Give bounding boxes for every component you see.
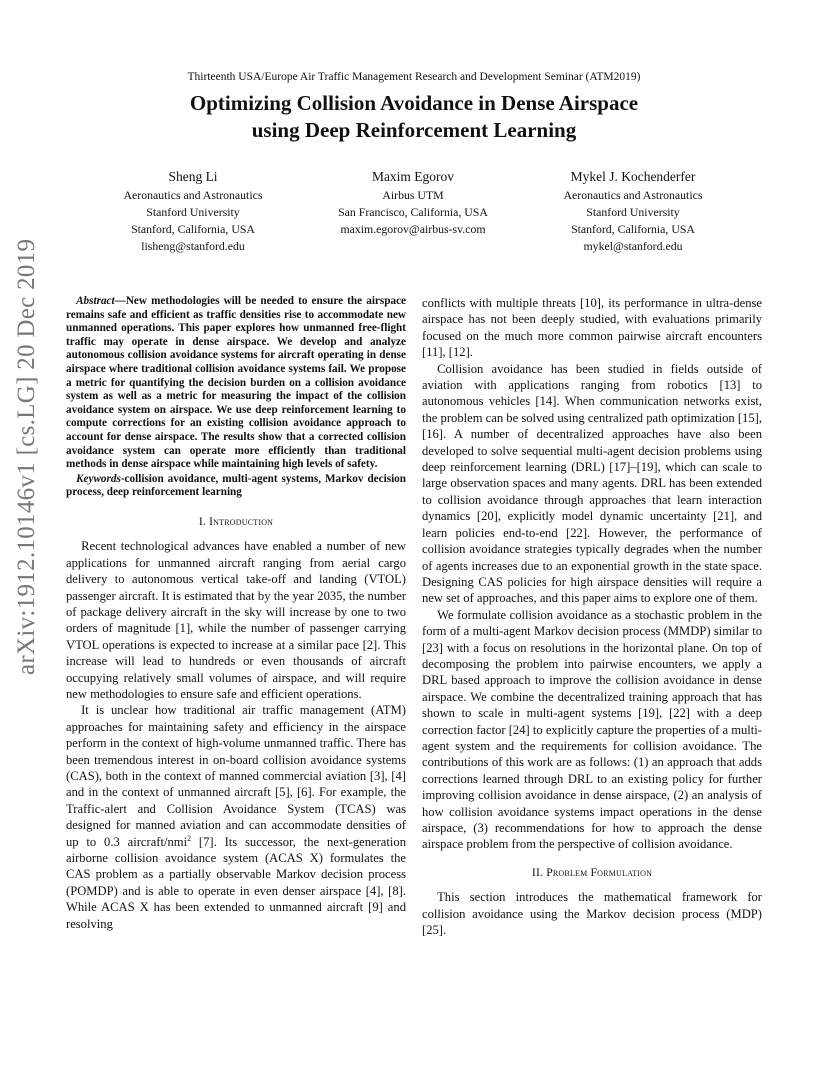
author-org: Stanford University <box>146 205 240 219</box>
section-title: Introduction <box>209 514 274 528</box>
title-line-2: using Deep Reinforcement Learning <box>251 118 577 142</box>
author-name: Maxim Egorov <box>371 169 455 184</box>
right-paragraph-2: Collision avoidance has been studied in fields outside of aviation with applications ranging from robotics [13] to autonomous vehicles [14]. When communication networks exist, the problem can be solved using centralized path optimization [15], [16]. A number of decentralized approaches have also been developed to solve sequential multi-agent decision problems using deep reinforcement learning (DRL) [17]–[19], which can scale to large observation spaces and many agents. DRL has been extended to collision avoidance through approaches that learn interaction dynamics [20], explicitly model dynamic uncertainty [21], and learn policies end-to-end [22]. However, the performance of collision avoidance strategies typically degrades when the number of agents increases due to an exponential growth in the state space. Designing CAS policies for high airspace densities will require a new set of approaches, and this paper aims to explore one of them. <box>422 361 762 606</box>
author-email: maxim.egorov@airbus-sv.com <box>340 222 486 236</box>
keywords <box>66 473 406 500</box>
arxiv-stamp: arXiv:1912.10146v1 [cs.LG] 20 Dec 2019 <box>13 238 40 675</box>
section-title: Problem Formulation <box>546 865 653 879</box>
keywords-label: Keywords <box>76 472 121 485</box>
author-name: Mykel J. Kochenderfer <box>570 169 696 184</box>
right-paragraph-3: We formulate collision avoidance as a stochastic problem in the form of a multi-agent Markov decision process (MMDP) similar to [23] with a focus on resolutions in the horizontal plane. On top of decomposing the problem into pairwise encounters, we apply a DRL based approach to improve the collision avoidance in dense airspace. We combine the decentralized training approach that has shown to scale in multi-agent systems [19], [22] with a deep correction factor [24] to explicitly capture the properties of a multi-agent system and the requirements for collision avoidance. The contributions of this work are as follows: (1) an approach that adds corrections learned through DRL to an existing policy for further improving collision avoidance in dense airspace, (2) an analysis of how collision avoidance systems impact operations in the dense airspace, (3) recommendations for how to approach the dense airspace problem from the perspective of collision avoidance. <box>422 607 762 852</box>
section-number: I. <box>198 514 210 528</box>
author-dept: Aeronautics and Astronautics <box>123 188 263 202</box>
keywords-text: -collision avoidance, multi-agent systems, Markov decision process, deep reinforcement learning <box>66 472 406 499</box>
intro-paragraph-2 <box>66 702 406 932</box>
right-paragraph-1: conflicts with multiple threats [10], its performance in ultra-dense airspace has not been deeply studied, with evaluations primarily focused on the much more common pairwise aircraft encounters [11], [12]. <box>422 296 762 360</box>
paper-title <box>0 90 828 144</box>
author-email: mykel@stanford.edu <box>583 239 683 253</box>
author-dept: Aeronautics and Astronautics <box>563 188 703 202</box>
conference-header: Thirteenth USA/Europe Air Traffic Management Research and Development Seminar (ATM2019) <box>187 71 641 83</box>
section-heading-problem-formulation <box>422 865 762 881</box>
left-column <box>66 295 406 932</box>
author-org: Airbus UTM <box>382 188 444 202</box>
author-3 <box>528 167 738 255</box>
intro-paragraph-1: Recent technological advances have enabled a number of new applications for unmanned aircraft ranging from aerial cargo delivery to autonomous vertical take-off and landing (VTOL) passenger aircraft. It is estimated that by the year 2035, the number of package delivery aircraft in the sky will increase by one to two orders of magnitude [1], while the number of passenger carrying VTOL operations is expected to increase at a similar pace [2]. This increase will lead to hundreds or even thousands of aircraft occupying relatively small volumes of airspace, and will require new methodologies to ensure safe and efficient operations. <box>66 539 406 701</box>
author-name: Sheng Li <box>168 169 218 184</box>
superscript: 2 <box>187 833 192 843</box>
abstract-label: Abstract <box>76 295 115 307</box>
abstract <box>66 295 406 472</box>
right-column <box>422 295 762 938</box>
author-location: Stanford, California, USA <box>131 222 255 236</box>
title-line-1: Optimizing Collision Avoidance in Dense Airspace <box>189 91 639 115</box>
author-email: lisheng@stanford.edu <box>141 239 245 253</box>
author-location: Stanford, California, USA <box>571 222 695 236</box>
intro-paragraph-2-text: It is unclear how traditional air traffic management (ATM) approaches for maintaining safety and efficiency in the airspace perform in the context of high-volume unmanned traffic. There has been tremendous interest in on-board collision avoidance systems (CAS), both in the context of manned commercial aviation [3], [4] and in the context of unmanned aircraft [5], [6]. For example, the Traffic-alert and Collision Avoidance System (TCAS) was designed for manned aviation and can accommodate densities of up to 0.3 aircraft/nmi <box>66 703 406 849</box>
author-org: Stanford University <box>586 205 680 219</box>
intro-paragraph-2-cont: [7]. Its successor, the next-generation airborne collision avoidance system (ACAS X) formulates the CAS problem as a partially observable Markov decision process (POMDP) and is able to operate in even denser airspace [4], [8]. While ACAS X has been extended to unmanned aircraft [9] and resolving <box>66 834 406 931</box>
author-location: San Francisco, California, USA <box>338 205 488 219</box>
section-number: II. <box>531 865 547 879</box>
author-2 <box>318 167 508 238</box>
problem-paragraph-1: This section introduces the mathematical framework for collision avoidance using the Markov decision process (MDP) [25]. <box>422 890 762 938</box>
abstract-text: —New methodologies will be needed to ensure the airspace remains safe and efficient as traffic densities rise to accommodate new unmanned operations. This paper explores how unmanned free-flight traffic may operate in dense airspace. We develop and analyze autonomous collision avoidance systems for aircraft operating in dense airspace where traditional collision avoidance systems fail. We propose a metric for quantifying the decision burden on a collision avoidance system as well as a metric for measuring the impact of the collision avoidance system on airspace. We use deep reinforcement learning to compute corrections for an existing collision avoidance approach to account for dense airspace. The results show that a corrected collision avoidance system can operate more efficiently than traditional methods in dense airspace while maintaining high levels of safety. <box>66 295 406 471</box>
author-1 <box>98 167 288 255</box>
section-heading-introduction <box>66 514 406 530</box>
